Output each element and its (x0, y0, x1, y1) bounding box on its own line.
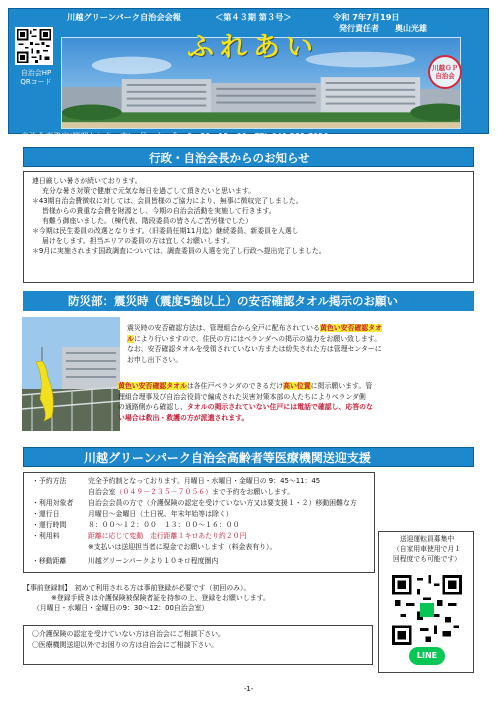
transport-row-days (32, 510, 233, 519)
reg-line: 初めて利用される方は事前登録が必要です（初回のみ）。 (74, 584, 251, 592)
transport-row-reservation-contact (32, 488, 294, 497)
newsletter-title: ふれあい (187, 32, 319, 63)
transport-details-box (23, 472, 375, 573)
phone-text: 自治会室（０４９－２３５－７０５６）まで予約をお願いします。 (88, 488, 295, 496)
dis-text-line: なお、安否確認タオルを受領されていない方または紛失された方は管理センターに (127, 345, 382, 354)
dis-text-line: お申し出下さい。 (127, 356, 183, 365)
transport-row-hours (32, 521, 240, 530)
disaster-paragraph-1 (127, 323, 477, 366)
pre-registration-section (23, 583, 373, 613)
consultation-line: 〇医療機関送迎以外でお困りの方は自治会にご相談下さい。 (32, 640, 219, 649)
qr-caption-line-1: 自治会HP (20, 69, 52, 77)
row-label: ・運行日 (32, 510, 60, 518)
towel-on-balcony-photo (22, 317, 120, 431)
disaster-heading (23, 291, 474, 311)
notice-line: 連日厳しい暑さが続いております。 (32, 177, 142, 185)
consultation-line: 〇介護保険の認定を受けていない方は自治会にご相談下さい。 (32, 630, 225, 638)
row-value: ※支払いは送迎担当者に現金でお願いします（料金表有り）。 (88, 543, 277, 551)
line-logo-icon: LINE (409, 647, 445, 665)
homepage-qr-code[interactable] (15, 27, 53, 65)
row-label: ・予約方法 (32, 477, 67, 485)
high-position-highlight: 高い位置 (283, 382, 311, 390)
transport-heading (23, 447, 474, 467)
dis-text-span: に掲示願います。管 (310, 382, 373, 390)
page-number: -1- (243, 685, 254, 693)
association-seal: 川越ＧＰ 自治会 (428, 55, 462, 89)
notices-heading (23, 147, 474, 167)
yellow-towel-highlight: 黄色い安否確認タオル (118, 382, 187, 390)
dis-text-line: 理組合理事及び自治会役員で編成された災害対策本部の人たちによりベランダ側 (118, 392, 366, 401)
notice-line: 充分な暑さ対策で健康で元気な毎日を過ごして頂きたいと思います。 (42, 187, 256, 195)
transport-row-eligibility (32, 499, 357, 508)
row-label: ・運行時間 (32, 521, 67, 529)
row-label: ・移動距離 (32, 557, 67, 565)
transport-row-reservation (32, 477, 320, 486)
notice-line: ＊今期は民生委員の改選となります。（旧委員任期11月迄）継続委員、新委員を人選し (32, 227, 299, 235)
disaster-paragraph-2 (118, 381, 478, 424)
reg-line: （月曜日・水曜日・金曜日の9：30～12：00自治会室） (33, 604, 209, 612)
row-value: 月曜日～金曜日（土日祝、年末年始等は除く） (88, 510, 233, 518)
notice-line: ＊43期自治会費徴収に対しては、会員皆様のご協力により、無事に徴収完了しました。 (32, 197, 303, 205)
pre-registration-title: 【事前登録制】 (23, 584, 68, 592)
row-value (88, 488, 294, 496)
issue-number: ＜第４３期 第３号＞ (215, 12, 292, 22)
notice-line: ＊9月に実施されます国政調査については、調査委員の人選を完了し行政へ提出完了しました。 (32, 247, 326, 255)
publisher: 発行責任者 奥山光雄 (339, 24, 427, 33)
qr-code-caption (13, 69, 59, 88)
consultation-box (23, 625, 373, 665)
row-value: ８：００～１２：００ １３：００～１６：００ (88, 521, 240, 529)
line-qr-code[interactable] (392, 575, 462, 645)
driver-recruitment-text: 送迎運転員募集中 （自家用車使用で月１ 回程度でも可能です） (393, 535, 461, 563)
dis-text-span: により行いますので、住民の方にはベランダへの掲示の協力をお願い致します。 (133, 334, 381, 343)
row-value: 川越グリーンパークより１０キロ程度圏内 (88, 557, 219, 565)
driver-recruitment-box (378, 531, 474, 673)
notice-line: 皆様からの貴重な会費を財源とし、今期の自治会活動を実施して行きます。 (42, 207, 276, 215)
row-value: 自治会会員の方で（介護保険の認定を受けていない方又は要支援１・２）移動困難な方 (88, 499, 357, 507)
yellow-towel-highlight: ル (127, 334, 134, 343)
row-label: ・利用対象者 (32, 499, 74, 507)
transport-row-distance (32, 557, 218, 566)
office-info: ◆自治会事務室(管理センター内) 月・水・金 9：30～12：00 TEL 049-235-7056 (15, 132, 329, 141)
row-value: 完全予約制となっております。月曜日・水曜日・金曜日の 9：45～11：45 (88, 477, 321, 485)
notices-heading-text: 行政・自治会長からのお知らせ (149, 151, 310, 165)
yellow-towel-highlight: 黄色い安否確認タオ (319, 324, 382, 332)
row-label: ・利用料 (32, 532, 60, 540)
transport-row-payment (32, 543, 276, 552)
issue-date: 令和 7年7月19日 (333, 12, 400, 22)
disaster-heading-text: 防災部：震災時（震度5強以上）の安否確認タオル掲示のお願い (68, 294, 398, 308)
red-warning-text: タオルの掲示されていない住戸には電話で確認し、応答のな (186, 403, 373, 412)
transport-row-fee (32, 532, 246, 541)
notice-line: 有難う御座いました。（棟代表、階段委員の皆さんご苦労様でした） (42, 217, 253, 225)
dis-text-span: 震災時の安否確認方法は、管理組合から全戸に配布されている (127, 324, 320, 332)
notices-box (23, 171, 474, 283)
row-value: 距離に応じて変動 走行距離１キロあたり約２０円 (88, 532, 247, 540)
dis-text-span: の通路側から確認し、 (118, 403, 187, 412)
red-warning-text: い場合は救出・救護の方が派遣されます。 (118, 414, 249, 423)
qr-caption-line-2: QRコード (20, 78, 52, 87)
notice-line: 届けをします。担当エリアの委員の方は宜しくお願いします。 (42, 237, 234, 245)
dis-text-span: は各住戸ベランダのできるだけ (186, 382, 284, 390)
newsletter-name: 川越グリーンパーク自治会会報 (67, 12, 181, 22)
masthead (8, 8, 489, 141)
transport-heading-text: 川越グリーンパーク自治会高齢者等医療機関送迎支援 (84, 451, 371, 465)
reg-line: ※登録手続きは介護保険被保険者証を持参の上、登録をお願いします。 (51, 594, 270, 602)
